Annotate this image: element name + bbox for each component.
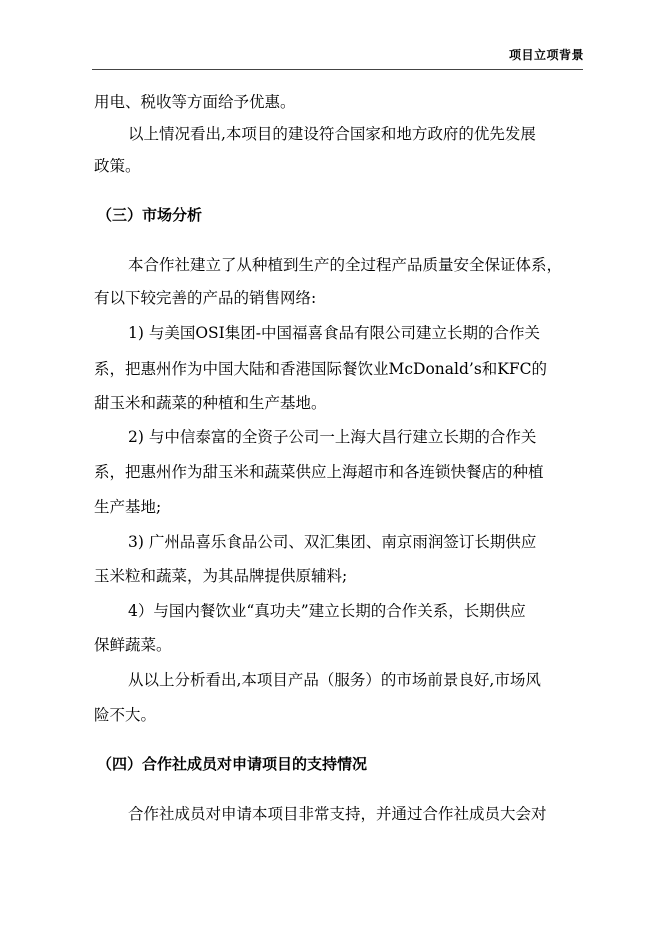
list-item-line: 4）与国内餐饮业“真功夫”建立长期的合作关系，长期供应: [128, 602, 526, 620]
text-line: 有以下较完善的产品的销售网络:: [94, 289, 317, 307]
text-line: 生产基地;: [94, 498, 162, 516]
section-heading-market-analysis: （三）市场分析: [97, 206, 203, 224]
text-line: 合作社成员对申请本项目非常支持，并通过合作社成员大会对: [128, 805, 547, 823]
list-item-line: 3) 广州品喜乐食品公司、双汇集团、南京雨润签订长期供应: [128, 533, 537, 551]
header-rule: [92, 69, 583, 70]
page-header-title: 项目立项背景: [508, 48, 584, 62]
text-line: 政策。: [94, 157, 141, 175]
text-line: 以上情况看出,本项目的建设符合国家和地方政府的优先发展: [128, 125, 536, 143]
text-line: 保鲜蔬菜。: [94, 636, 172, 654]
text-line: 系，把惠州作为甜玉米和蔬菜供应上海超市和各连锁快餐店的种植: [94, 463, 544, 481]
text-line: 从以上分析看出,本项目产品（服务）的市场前景良好,市场风: [128, 671, 541, 689]
text-line: 甜玉米和蔬菜的种植和生产基地。: [94, 394, 327, 412]
text-line: 系，把惠州作为中国大陆和香港国际餐饮业McDonald’s和KFC的: [94, 360, 547, 378]
text-line: 玉米粒和蔬菜，为其品牌提供原辅料;: [94, 567, 348, 585]
section-heading-member-support: （四）合作社成员对申请项目的支持情况: [97, 755, 368, 773]
list-item-line: 2) 与中信泰富的全资子公司一上海大昌行建立长期的合作关: [128, 428, 537, 446]
text-line: 本合作社建立了从种植到生产的全过程产品质量安全保证体系，: [128, 256, 563, 274]
list-item-line: 1) 与美国OSI集团-中国福喜食品有限公司建立长期的合作关: [128, 324, 541, 342]
text-line: 用电、税收等方面给予优惠。: [94, 93, 296, 111]
text-line: 险不大。: [94, 706, 157, 724]
